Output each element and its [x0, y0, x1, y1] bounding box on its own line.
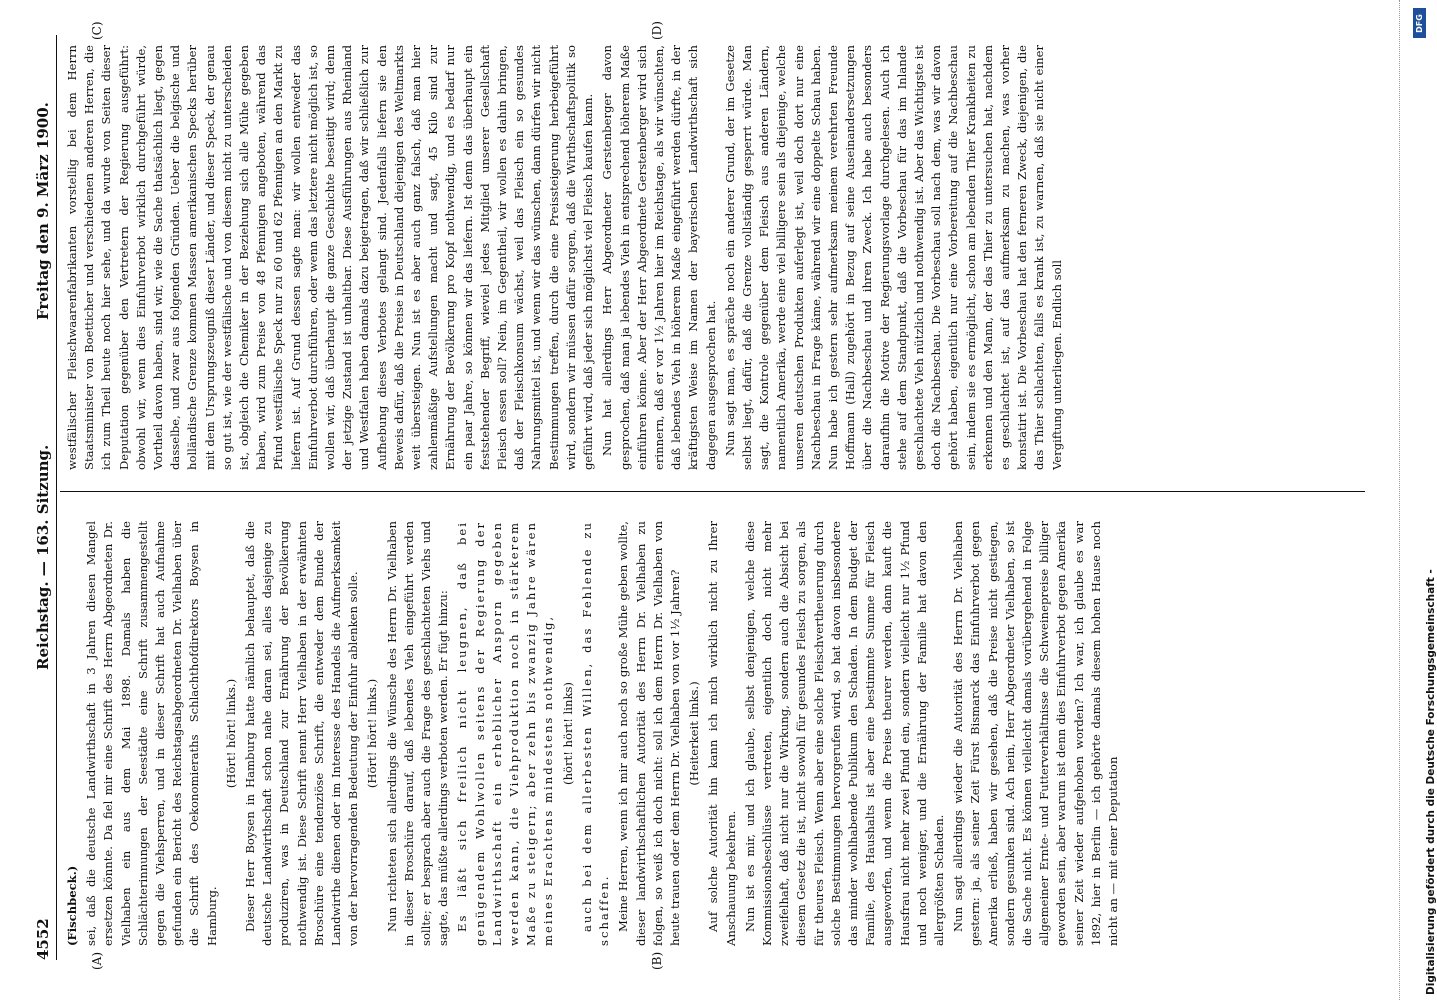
document-page [30, 21, 1370, 970]
paragraph: Meine Herren, wenn ich mir auch noch so große Mühe geben wollte, dieser landwirthschaftlichen Autorität des Herrn Dr. Vielhaben zu folgen, so weiß ich doch nicht: soll ich dem Herrn Dr. Vielhaben von heute trauen oder dem Herrn Dr. Vielhaben von vor 1½ Jahren? [616, 521, 682, 946]
margin-marker-d: (D) [650, 21, 664, 40]
margin-marker-a: (A) [90, 951, 104, 970]
paragraph: Nun hat allerdings Herr Abgeordneter Gerstenberger davon gesprochen, daß man ja lebendes Vieh in entsprechend höherem Maße einführen könne. Aber der Herr Abgeordnete Gerstenberger wird sich erinnern, daß er vor 1½ Jahren hier im Reichstage, als wir wünschten, daß lebendes Vieh in höherem Maße eingeführt werden dürfte, in der kräftigsten Weise im Namen der bayerischen Landwirthschaft sich dagegen ausgesprochen hat. [600, 45, 718, 470]
page-number: 4552 [34, 918, 52, 960]
paragraph: Nun sagt allerdings wieder die Autorität des Herrn Dr. Vielhaben gestern: ja, als seiner Zeit Fürst Bismarck das Einfuhrverbot gegen Amerika erließ, haben wir gesehen, daß die Preise nicht gestiegen, sondern gesunken sind. Ach nein, Herr Abgeordneter Vielhaben, so ist die Sache nicht. Es können vielleicht damals vorübergehend in Folge allgemeiner Ernte- und Futterverhältnisse die Schweinepreise billiger geworden sein, aber warum ist denn dies Einfuhrverbot gegen Amerika seiner Zeit wieder aufgehoben worden? Ich war, ich glaube es war 1892, hier in Berlin — ich gehörte damals diesem hohen Hause noch nicht an — mit einer Deputation [951, 521, 1120, 946]
paragraph: Dieser Herr Boysen in Hamburg hatte nämlich behauptet, daß die deutsche Landwirthschaft schon nahe daran sei, alles dasjenige zu produziren, was in Deutschland zur Ernährung der Bevölkerung nothwendig ist. Diese Schrift nennt Herr Vielhaben in der erwähnten Broschüre eine tendenziöse Schrift, die entweder dem Bunde der Landwirthe dienen oder im Interesse des Handels die Aufmerksamkeit von der hervorragenden Bedeutung der Einfuhr ablenken solle. [243, 521, 361, 946]
digitization-credit: Digitalisierung gefördert durch die Deutsche Forschungsgemeinschaft - [1425, 569, 1437, 995]
paragraph: Nun sagt man, es spräche noch ein anderer Grund, der im Gesetze selbst liegt, dafür, daß die Grenze vollständig gesperrt würde. Man sagt, die Kontrole gegenüber dem Fleisch aus anderen Ländern, namentlich Amerika, werde eine viel billigere sein als diejenige, welche unseren deutschen Produkten auferlegt ist, weil doch dort nur eine Nachbeschau in Frage käme, während wir eine doppelte Schau haben. Nun habe ich gestern sehr aufmerksam meinem verehrten Freunde Hoffmann (Hall) zugehört in Bezug auf seine Auseinandersetzungen über die Nachbeschau und ihren Zweck. Ich habe auch besonders daraufhin die Motive der Regierungsvorlage durchgelesen. Auch ich stehe auf dem Standpunkt, daß die Vorbeschau für das im Inlande geschlachtete Vieh nützlich und nothwendig ist. Aber das Wichtigste ist doch die Nachbeschau. Die Vorbeschau soll nach dem, was wir davon gehört haben, eigentlich nur eine Vorbereitung auf die Nachbeschau sein, indem sie es ermöglicht, schon am lebenden Thier Krankheiten zu erkennen und den Mann, der das Thier zu untersuchen hat, nachdem es geschlachtet ist, auf das aufmerksam zu machen, was vorher konstatirt ist. Die Vorbeschau hat den ferneren Zweck, diejenigen, die das Thier schlachten, falls es krank ist, zu warnen, daß sie nicht einer Vergiftung unterliegen. Endlich soll [722, 45, 1064, 470]
quotation: Es läßt sich freilich nicht leugnen, daß bei genügendem Wohlwollen seitens der Regierung der Landwirthschaft ein erheblicher Ansporn gegeben werden kann, die Viehproduktion noch in stärkerem Maße zu steigern; aber zehn bis zwanzig Jahre wären meines Erachtens mindestens nothwendig, [455, 521, 556, 946]
session-date: Freitag den 9. März 1900. [34, 102, 52, 320]
quotation: auch bei dem allerbesten Willen, das Fehlende zu schaffen. [579, 521, 612, 946]
margin-marker-b: (B) [650, 951, 664, 970]
header-rule [56, 35, 57, 960]
interjection: (Heiterkeit links.) [687, 681, 702, 786]
interjection: (hört! hört! links) [560, 682, 575, 785]
page-header [30, 35, 56, 960]
interjection: (Hört! hört! links.) [223, 678, 238, 789]
session-title: Reichstag. — 163. Sitzung. [34, 444, 52, 670]
dfg-logo-icon: DFG [1413, 8, 1426, 38]
paragraph: Nun ist es mir, und ich glaube, selbst denjenigen, welche diese Kommissionsbeschlüsse vertreten, eigentlich doch nicht mehr zweifelhaft, daß nicht nur die Wirkung, sondern auch die Absicht bei diesem Gesetz die ist, nicht sowohl für gesundes Fleisch zu sorgen, als für theures Fleisch. Wenn aber eine solche Fleischvertheuerung durch solche Bestimmungen hervorgerufen wird, so hat davon insbesondere das minder wohlhabende Publikum den Schaden. In dem Budget der Familie, des Haushalts ist aber eine bestimmte Summe für Fleisch ausgeworfen, und wenn die Preise theurer werden, dann kauft die Hausfrau nicht mehr zwei Pfund ein, sondern vielleicht nur 1½ Pfund und noch weniger, und die Ernährung der Familie hat davon den allergrößten Schaden. [742, 521, 946, 946]
interjection: (Hört! hört! links.) [365, 678, 380, 789]
paragraph: Nun richteten sich allerdings die Wünsche des Herrn Dr. Vielhaben in dieser Broschüre darauf, daß lebendes Vieh eingeführt werden sollte; er besprach aber auch die Frage des geschlachteten Viehs und sagte, das müßte allerdings verboten werden. Er fügt hinzu: [384, 521, 451, 946]
digitization-sidebar [1395, 0, 1437, 1000]
left-column [64, 521, 1364, 946]
paragraph: Auf solche Autorität hin kann ich mich wirklich nicht zu Ihrer Anschauung bekehren. [706, 521, 738, 946]
speaker-name: (Fischbeck.) [65, 865, 79, 946]
paragraph: sei, daß die deutsche Landwirthschaft in 3 Jahren diesen Mangel ersetzen könnte. Da fiel mir eine Schrift des Herrn Abgeordneten Dr. Vielhaben ein aus dem Mai 1898. Damals haben die Schlächterinnungen der Seestädte eine Schrift zusammengestellt gegen die Viehsperren, und in dieser Schrift hat auch Aufnahme gefunden ein Bericht des Reichstagsabgeordneten Dr. Vielhaben über die Schrift des Oekonomieraths Schlachthofdirektors Boysen in Hamburg. [84, 521, 219, 946]
paragraph: westfälischer Fleischwaarenfabrikanten vorstellig bei dem Herrn Staatsminister von Boetticher und verschiedenen anderen Herren, die ich zum Theil heute noch hier sehe, und da wurde von Seiten dieser Deputation gegenüber den Vertretern der Regierung ausgeführt: obwohl wir, wenn dies Einfuhrverbot wirklich durchgeführt würde, Vortheil davon haben, sind wir, wie die Sache thatsächlich liegt, gegen dasselbe, und zwar aus folgenden Gründen. Ueber die belgische und holländische Grenze kommen Massen amerikanischen Specks herüber mit dem Ursprungszeugniß dieser Länder, und dieser Speck, der genau so gut ist, wie der westfälische und von diesem nicht zu unterscheiden ist, obgleich die Chemiker in der Beziehung sich alle Mühe gegeben haben, wird zum Preise von 48 Pfennigen angeboten, während das Pfund westfälische Speck nur zu 60 und 62 Pfennigen an den Markt zu liefern ist. Auf Grund dessen sagte man: wir wollen entweder das Einfuhrverbot durchführen, oder wenn das letztere nicht möglich ist, so wollen wir, daß überhaupt die ganze Geschichte beseitigt wird; denn der jetzige Zustand ist unhaltbar. Diese Ausführungen aus Rheinland und Westfalen haben damals dazu beigetragen, daß wir schließlich zur Aufhebung dieses Verbotes gelangt sind. Jedenfalls liefern sie den Beweis dafür, daß die Preise in Deutschland diejenigen des Weltmarkts weit übersteigen. Nun ist es aber auch ganz falsch, daß man hier zahlenmäßige Aufstellungen macht und sagt, 45 Kilo sind zur Ernährung der Bevölkerung pro Kopf nothwendig, und es bedarf nur ein paar Jahre, so können wir das liefern. Ist denn das überhaupt ein feststehender Begriff, wieviel jedes Mitglied unserer Gesellschaft Fleisch essen soll? Nein, im Gegentheil, wir wollen es dahin bringen, daß der Fleischkonsum wächst, weil das Fleisch ein so gesundes Nahrungsmittel ist, und wenn wir das wünschen, dann dürfen wir nicht Bestimmungen treffen, durch die eine Preissteigerung herbeigeführt wird, sondern wir müssen dafür sorgen, daß die Wirthschaftspolitik so geführt wird, daß jeder sich möglichst viel Fleisch kaufen kann. [65, 45, 596, 470]
margin-marker-c: (C) [90, 21, 104, 40]
column-divider [60, 491, 1365, 492]
right-column [64, 45, 1364, 470]
scan-edge-marks [1399, 0, 1404, 1000]
